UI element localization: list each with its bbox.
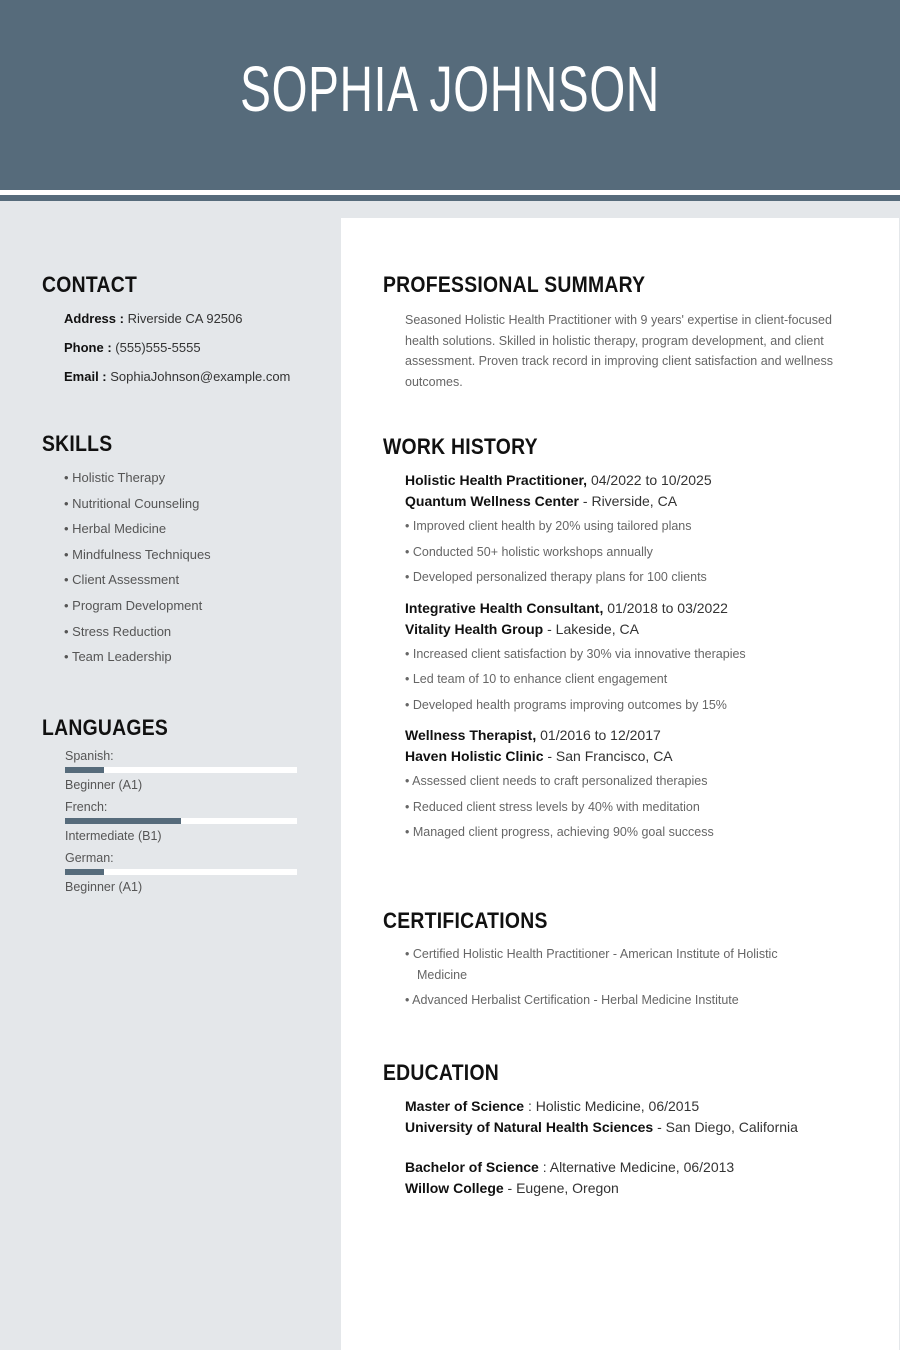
- language-level-fill: [65, 767, 104, 773]
- language-name: German:: [65, 851, 114, 865]
- field: : Alternative Medicine, 06/2013: [542, 1159, 735, 1175]
- job-bullet: • Conducted 50+ holistic workshops annually: [405, 542, 863, 563]
- job-company: Haven Holistic Clinic: [405, 748, 544, 764]
- job-entry: [405, 598, 863, 716]
- job-bullet: • Improved client health by 20% using tailored plans: [405, 516, 863, 537]
- contact-section: [42, 272, 312, 391]
- divider: [0, 195, 900, 201]
- certification-item: • Advanced Herbalist Certification - Herbal Medicine Institute: [405, 990, 863, 1011]
- skill-item: • Holistic Therapy: [64, 465, 312, 491]
- education-section: [383, 1060, 863, 1199]
- skill-item: • Mindfulness Techniques: [64, 542, 312, 568]
- language-level: Beginner (A1): [65, 880, 143, 894]
- language-level-fill: [65, 869, 104, 875]
- contact-address: [64, 304, 312, 333]
- certification-item: • Certified Holistic Health Practitioner - American Institute of Holistic Medicine: [405, 944, 815, 985]
- language-level-bar: [65, 869, 297, 875]
- phone-label: Phone :: [64, 340, 112, 355]
- language-item: [65, 800, 297, 843]
- certifications-heading: CERTIFICATIONS: [383, 908, 548, 933]
- language-level-fill: [65, 818, 181, 824]
- job-bullet: • Assessed client needs to craft personalized therapies: [405, 771, 863, 792]
- job-entry: [405, 725, 863, 843]
- language-name: Spanish:: [65, 749, 114, 763]
- job-bullet: • Developed personalized therapy plans for 100 clients: [405, 567, 863, 588]
- language-level: Beginner (A1): [65, 778, 143, 792]
- summary-heading: PROFESSIONAL SUMMARY: [383, 272, 646, 297]
- language-item: [65, 749, 297, 792]
- skill-item: • Herbal Medicine: [64, 516, 312, 542]
- job-company: Quantum Wellness Center: [405, 493, 580, 509]
- contact-phone: [64, 333, 312, 362]
- job-dates: 01/2018 to 03/2022: [607, 599, 728, 616]
- contact-email: [64, 362, 312, 391]
- skills-heading: SKILLS: [42, 431, 113, 456]
- email-value: SophiaJohnson@example.com: [110, 369, 291, 384]
- skills-section: [42, 431, 312, 670]
- job-location: - Lakeside, CA: [547, 620, 639, 637]
- header: [0, 0, 900, 190]
- skill-item: • Stress Reduction: [64, 619, 312, 645]
- job-entry: [405, 470, 863, 588]
- job-bullet: • Managed client progress, achieving 90% goal success: [405, 822, 863, 843]
- job-company: Vitality Health Group: [405, 620, 544, 637]
- school-location: - Eugene, Oregon: [507, 1180, 619, 1196]
- skill-item: • Team Leadership: [64, 644, 312, 670]
- degree: Bachelor of Science: [405, 1159, 539, 1175]
- language-item: [65, 851, 297, 894]
- language-level-bar: [65, 767, 297, 773]
- work-history-section: [383, 434, 863, 853]
- summary-section: [383, 272, 863, 392]
- candidate-name: SOPHIA JOHNSON: [240, 53, 660, 125]
- degree: Master of Science: [405, 1098, 525, 1114]
- education-entry: [405, 1157, 863, 1199]
- job-role: Wellness Therapist,: [405, 727, 537, 743]
- field: : Holistic Medicine, 06/2015: [527, 1098, 700, 1114]
- job-location: - San Francisco, CA: [547, 748, 673, 764]
- job-dates: 04/2022 to 10/2025: [590, 472, 712, 488]
- language-name: French:: [65, 800, 108, 814]
- skill-item: • Client Assessment: [64, 567, 312, 593]
- summary-text: Seasoned Holistic Health Practitioner with 9 years' expertise in client-focused health solutions. Skilled in holistic therapy, program development, and client assessment. Proven track record in improving client satisfaction and wellness outcomes.: [405, 313, 833, 389]
- job-bullet: • Led team of 10 to enhance client engagement: [405, 669, 863, 690]
- language-level: Intermediate (B1): [65, 829, 162, 843]
- languages-section: [42, 715, 312, 894]
- phone-value: (555)555-5555: [115, 340, 201, 355]
- job-dates: 01/2016 to 12/2017: [540, 727, 661, 743]
- work-history-heading: WORK HISTORY: [383, 434, 538, 459]
- job-bullet: • Reduced client stress levels by 40% with meditation: [405, 797, 863, 818]
- skill-item: • Nutritional Counseling: [64, 491, 312, 517]
- job-role: Integrative Health Consultant,: [405, 599, 604, 616]
- job-role: Holistic Health Practitioner,: [405, 472, 588, 488]
- school: Willow College: [405, 1180, 504, 1196]
- education-heading: EDUCATION: [383, 1060, 500, 1085]
- languages-heading: LANGUAGES: [42, 715, 169, 740]
- job-bullet: • Increased client satisfaction by 30% via innovative therapies: [405, 644, 863, 665]
- school: University of Natural Health Sciences: [405, 1119, 654, 1135]
- school-location: - San Diego, California: [657, 1119, 798, 1135]
- education-entry: [405, 1096, 863, 1138]
- certifications-section: [383, 908, 863, 1016]
- contact-heading: CONTACT: [42, 272, 138, 297]
- job-bullet: • Developed health programs improving outcomes by 15%: [405, 695, 863, 716]
- skill-item: • Program Development: [64, 593, 312, 619]
- job-location: - Riverside, CA: [582, 493, 678, 509]
- address-value: Riverside CA 92506: [127, 311, 243, 326]
- address-label: Address :: [64, 311, 124, 326]
- language-level-bar: [65, 818, 297, 824]
- email-label: Email :: [64, 369, 107, 384]
